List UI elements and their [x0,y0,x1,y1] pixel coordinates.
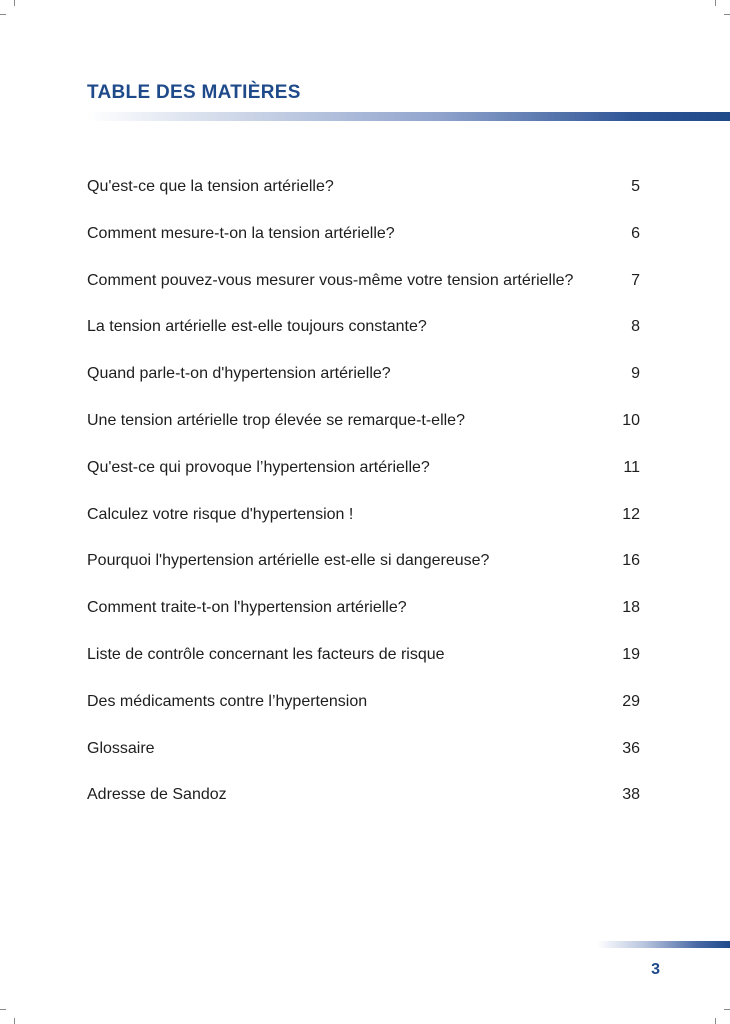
crop-mark [14,0,15,6]
toc-entry[interactable] [87,456,640,503]
crop-mark [14,1018,15,1024]
toc-entry-page: 8 [631,318,640,336]
toc-entry[interactable] [87,175,640,222]
page-number: 3 [651,961,660,978]
toc-entry-page: 29 [622,692,640,710]
toc-entry-page: 38 [622,786,640,804]
toc-list [87,175,640,830]
toc-entry[interactable] [87,503,640,550]
toc-entry-label: Liste de contrôle concernant les facteurs de risque [87,645,445,663]
toc-entry[interactable] [87,362,640,409]
toc-entry[interactable] [87,409,640,456]
toc-entry-label: Comment traite-t-on l'hypertension artérielle? [87,599,407,617]
toc-entry-label: Quand parle-t-on d'hypertension artérielle? [87,365,391,383]
crop-mark [0,1009,6,1010]
footer-gradient-rule [597,941,730,948]
toc-entry-page: 9 [631,365,640,383]
toc-entry-label: Pourquoi l'hypertension artérielle est-elle si dangereuse? [87,552,490,570]
toc-entry-label: Comment mesure-t-on la tension artérielle? [87,224,395,242]
toc-entry-page: 10 [622,411,640,429]
toc-entry-label: Glossaire [87,739,155,757]
toc-entry[interactable] [87,315,640,362]
toc-entry[interactable] [87,737,640,784]
page-title: TABLE DES MATIÈRES [87,82,301,103]
crop-mark [724,14,730,15]
toc-entry-page: 36 [622,739,640,757]
toc-entry-page: 5 [631,178,640,195]
toc-entry-page: 16 [622,552,640,570]
toc-entry[interactable] [87,222,640,269]
toc-entry[interactable] [87,783,640,830]
toc-entry-page: 18 [622,599,640,617]
toc-entry-page: 11 [623,458,640,476]
toc-entry-label: Comment pouvez-vous mesurer vous-même votre tension artérielle? [87,271,574,289]
toc-entry-label: Adresse de Sandoz [87,786,227,804]
toc-entry-page: 7 [631,271,640,289]
toc-entry[interactable] [87,549,640,596]
toc-entry[interactable] [87,269,640,316]
crop-mark [715,1018,716,1024]
toc-entry[interactable] [87,596,640,643]
toc-entry-page: 6 [631,224,640,242]
toc-entry-page: 19 [622,645,640,663]
toc-entry[interactable] [87,690,640,737]
toc-entry-label: Une tension artérielle trop élevée se remarque-t-elle? [87,411,465,429]
toc-entry-page: 12 [622,505,640,523]
crop-mark [715,0,716,6]
toc-entry-label: Calculez votre risque d'hypertension ! [87,505,354,523]
toc-entry-label: Des médicaments contre l’hypertension [87,692,368,710]
toc-entry-label: Qu'est-ce qui provoque l’hypertension artérielle? [87,458,430,476]
toc-entry[interactable] [87,643,640,690]
toc-entry-label: Qu'est-ce que la tension artérielle? [87,178,334,195]
toc-entry-label: La tension artérielle est-elle toujours constante? [87,318,427,336]
crop-mark [0,14,6,15]
title-gradient-rule [87,112,730,121]
crop-mark [724,1009,730,1010]
